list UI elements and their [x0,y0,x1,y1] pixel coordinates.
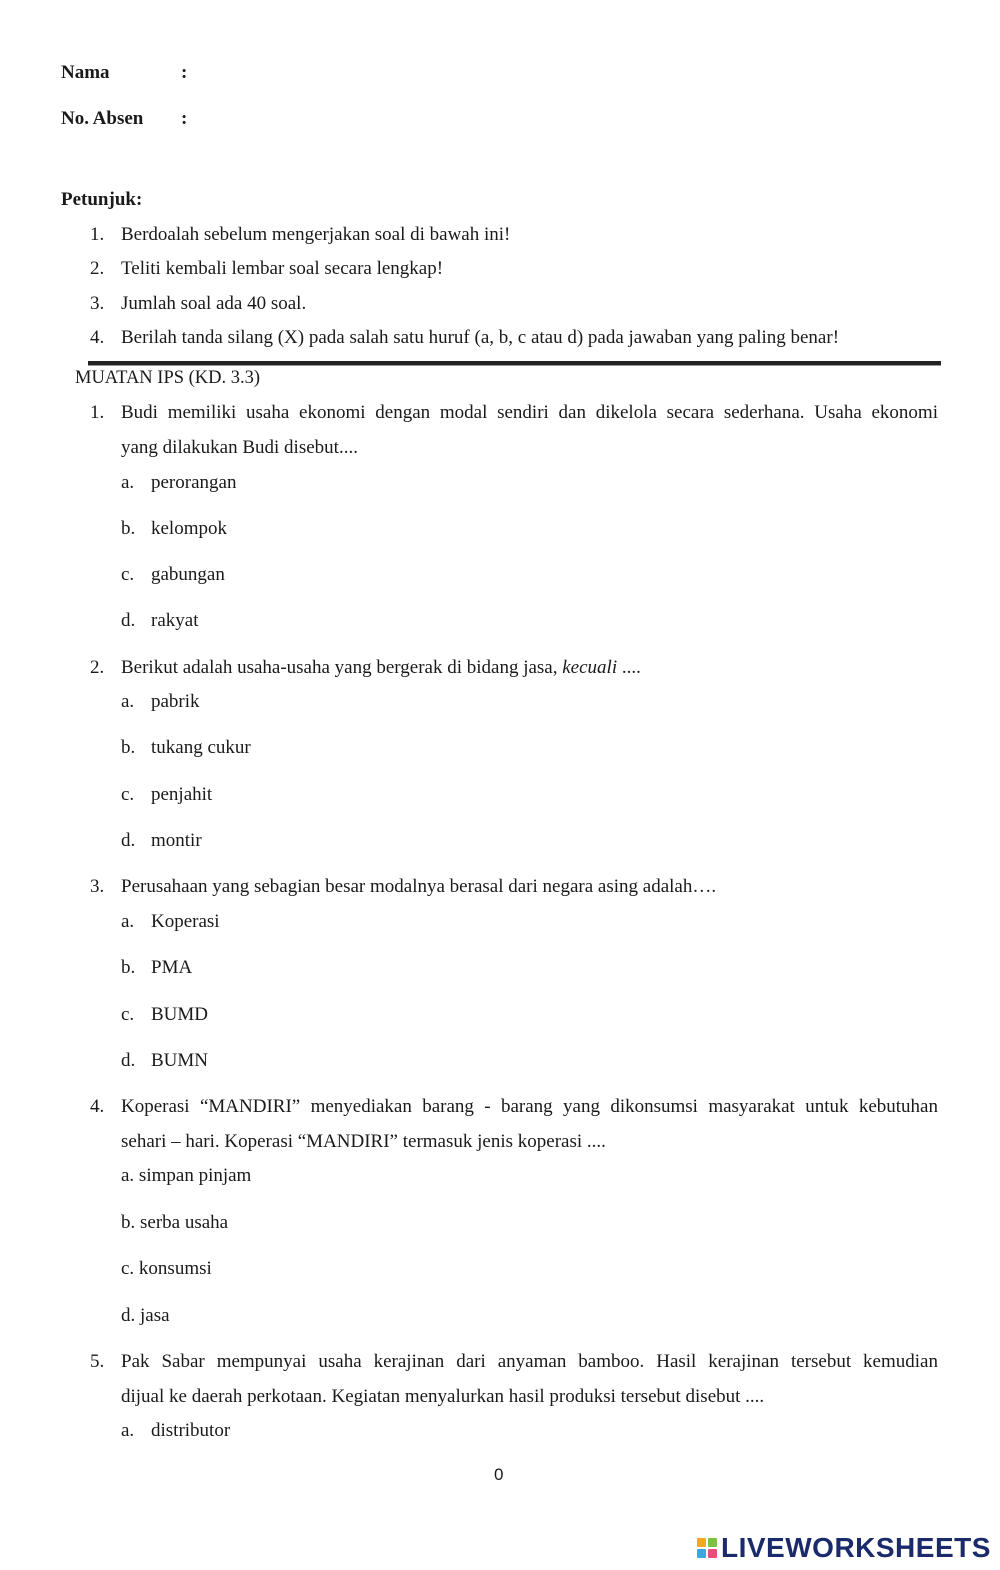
option-text[interactable]: a. simpan pinjam [121,1165,252,1186]
instruction-text: Jumlah soal ada 40 soal. [121,293,307,314]
option-letter[interactable]: a. [121,472,135,493]
instruction-text: Berdoalah sebelum mengerjakan soal di bawah ini! [121,224,511,245]
nama-colon: : [181,62,188,83]
absen-colon: : [181,108,188,129]
question-text: Koperasi “MANDIRI” menyediakan barang - barang yang dikonsumsi masyarakat untuk kebutuhan [121,1096,938,1117]
option-letter[interactable]: d. [121,830,136,851]
question-text-emphasis: kecuali [562,657,618,678]
option-text[interactable]: montir [151,830,202,851]
option-text[interactable]: rakyat [151,610,199,631]
question-number: 4. [90,1096,105,1117]
option-letter[interactable]: b. [121,957,136,978]
question-text: Perusahaan yang sebagian besar modalnya berasal dari negara asing adalah…. [121,876,717,897]
option-letter[interactable]: d. [121,610,136,631]
question-text: yang dilakukan Budi disebut.... [121,437,358,458]
question-number: 1. [90,402,105,423]
option-text[interactable]: gabungan [151,564,225,585]
option-text[interactable]: Koperasi [151,911,220,932]
option-letter[interactable]: b. [121,737,136,758]
question-text-post: .... [621,657,641,678]
instruction-text: Teliti kembali lembar soal secara lengkap! [121,258,444,279]
instruction-number: 4. [90,327,105,348]
liveworksheets-logo[interactable] [697,1532,991,1564]
instruction-text: Berilah tanda silang (X) pada salah satu huruf (a, b, c atau d) pada jawaban yang paling benar! [121,327,840,348]
page-number: 0 [494,1465,504,1484]
option-letter[interactable]: d. [121,1050,136,1071]
question-text-pre: Berikut adalah usaha-usaha yang bergerak di bidang jasa, [121,657,558,678]
question-number: 2. [90,657,105,678]
question-text: Pak Sabar mempunyai usaha kerajinan dari anyaman bamboo. Hasil kerajinan tersebut kemudian [121,1351,938,1372]
option-text[interactable]: tukang cukur [151,737,251,758]
question-text: dijual ke daerah perkotaan. Kegiatan menyalurkan hasil produksi tersebut disebut .... [121,1386,765,1407]
option-letter[interactable]: c. [121,1004,135,1025]
option-text[interactable]: BUMD [151,1004,209,1025]
option-text[interactable]: BUMN [151,1050,209,1071]
option-letter[interactable]: a. [121,691,135,712]
option-letter[interactable]: b. [121,518,136,539]
option-text[interactable]: d. jasa [121,1305,170,1326]
question-number: 3. [90,876,105,897]
logo-text: LIVEWORKSHEETS [721,1532,991,1563]
logo-tiles-icon [697,1538,717,1558]
instruction-number: 2. [90,258,105,279]
question-text: Budi memiliki usaha ekonomi dengan modal sendiri dan dikelola secara sederhana. Usaha ekonomi [121,402,938,423]
option-text[interactable]: perorangan [151,472,237,493]
instructions-title: Petunjuk: [61,189,143,210]
option-text[interactable]: PMA [151,957,193,978]
instruction-number: 1. [90,224,105,245]
option-text[interactable]: distributor [151,1420,231,1441]
question-text [121,657,641,679]
instruction-number: 3. [90,293,105,314]
absen-label: No. Absen [61,108,144,129]
question-number: 5. [90,1351,105,1372]
option-letter[interactable]: c. [121,564,135,585]
option-text[interactable]: b. serba usaha [121,1212,229,1233]
question-text: sehari – hari. Koperasi “MANDIRI” termasuk jenis koperasi .... [121,1131,606,1152]
option-text[interactable]: c. konsumsi [121,1258,212,1279]
option-letter[interactable]: c. [121,784,135,805]
divider-line [88,361,941,366]
option-text[interactable]: pabrik [151,691,200,712]
option-text[interactable]: kelompok [151,518,227,539]
option-text[interactable]: penjahit [151,784,213,805]
option-letter[interactable]: a. [121,911,135,932]
section-title: MUATAN IPS (KD. 3.3) [75,368,261,388]
option-letter[interactable]: a. [121,1420,135,1441]
nama-label: Nama [61,62,110,83]
